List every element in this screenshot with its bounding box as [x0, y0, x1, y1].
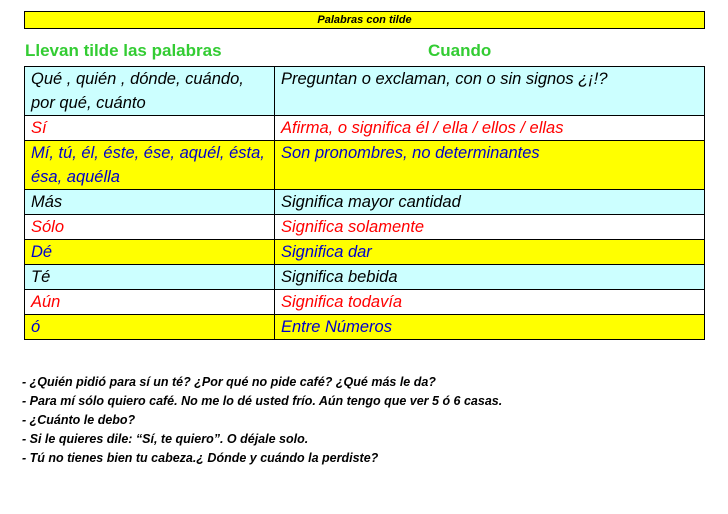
words-cell: Sólo	[25, 215, 275, 240]
words-cell: Mí, tú, él, éste, ése, aquél, ésta, ésa, aquélla	[25, 141, 275, 190]
example-sentences	[22, 373, 712, 468]
words-cell: Té	[25, 265, 275, 290]
document-title: Palabras con tilde	[24, 11, 705, 29]
words-cell: Sí	[25, 116, 275, 141]
usage-cell: Preguntan o exclaman, con o sin signos ¿¡!?	[275, 67, 705, 116]
table-row	[25, 265, 705, 290]
table-row	[25, 290, 705, 315]
table-row	[25, 141, 705, 190]
table-row	[25, 67, 705, 116]
table-row	[25, 215, 705, 240]
words-cell: ó	[25, 315, 275, 340]
table-row	[25, 116, 705, 141]
words-cell: Aún	[25, 290, 275, 315]
usage-cell: Significa mayor cantidad	[275, 190, 705, 215]
words-cell: Qué , quién , dónde, cuándo, por qué, cuánto	[25, 67, 275, 116]
usage-cell: Afirma, o significa él / ella / ellos / ellas	[275, 116, 705, 141]
column-header-when: Cuando	[428, 41, 492, 60]
example-line: - ¿Quién pidió para sí un té? ¿Por qué no pide café? ¿Qué más le da?	[22, 375, 436, 389]
table-row	[25, 190, 705, 215]
example-line: - Si le quieres dile: “Sí, te quiero”. O déjale solo.	[22, 432, 309, 446]
example-line: - Para mí sólo quiero café. No me lo dé usted frío. Aún tengo que ver 5 ó 6 casas.	[22, 394, 503, 408]
table-row	[25, 315, 705, 340]
usage-cell: Significa solamente	[275, 215, 705, 240]
usage-cell: Entre Números	[275, 315, 705, 340]
usage-cell: Son pronombres, no determinantes	[275, 141, 705, 190]
example-line: - ¿Cuánto le debo?	[22, 413, 136, 427]
usage-cell: Significa todavía	[275, 290, 705, 315]
usage-cell: Significa bebida	[275, 265, 705, 290]
usage-cell: Significa dar	[275, 240, 705, 265]
example-line: - Tú no tienes bien tu cabeza.¿ Dónde y cuándo la perdiste?	[22, 451, 379, 465]
table-row	[25, 240, 705, 265]
words-cell: Más	[25, 190, 275, 215]
accent-rules-table	[24, 66, 705, 340]
column-header-words: Llevan tilde las palabras	[25, 41, 222, 60]
words-cell: Dé	[25, 240, 275, 265]
